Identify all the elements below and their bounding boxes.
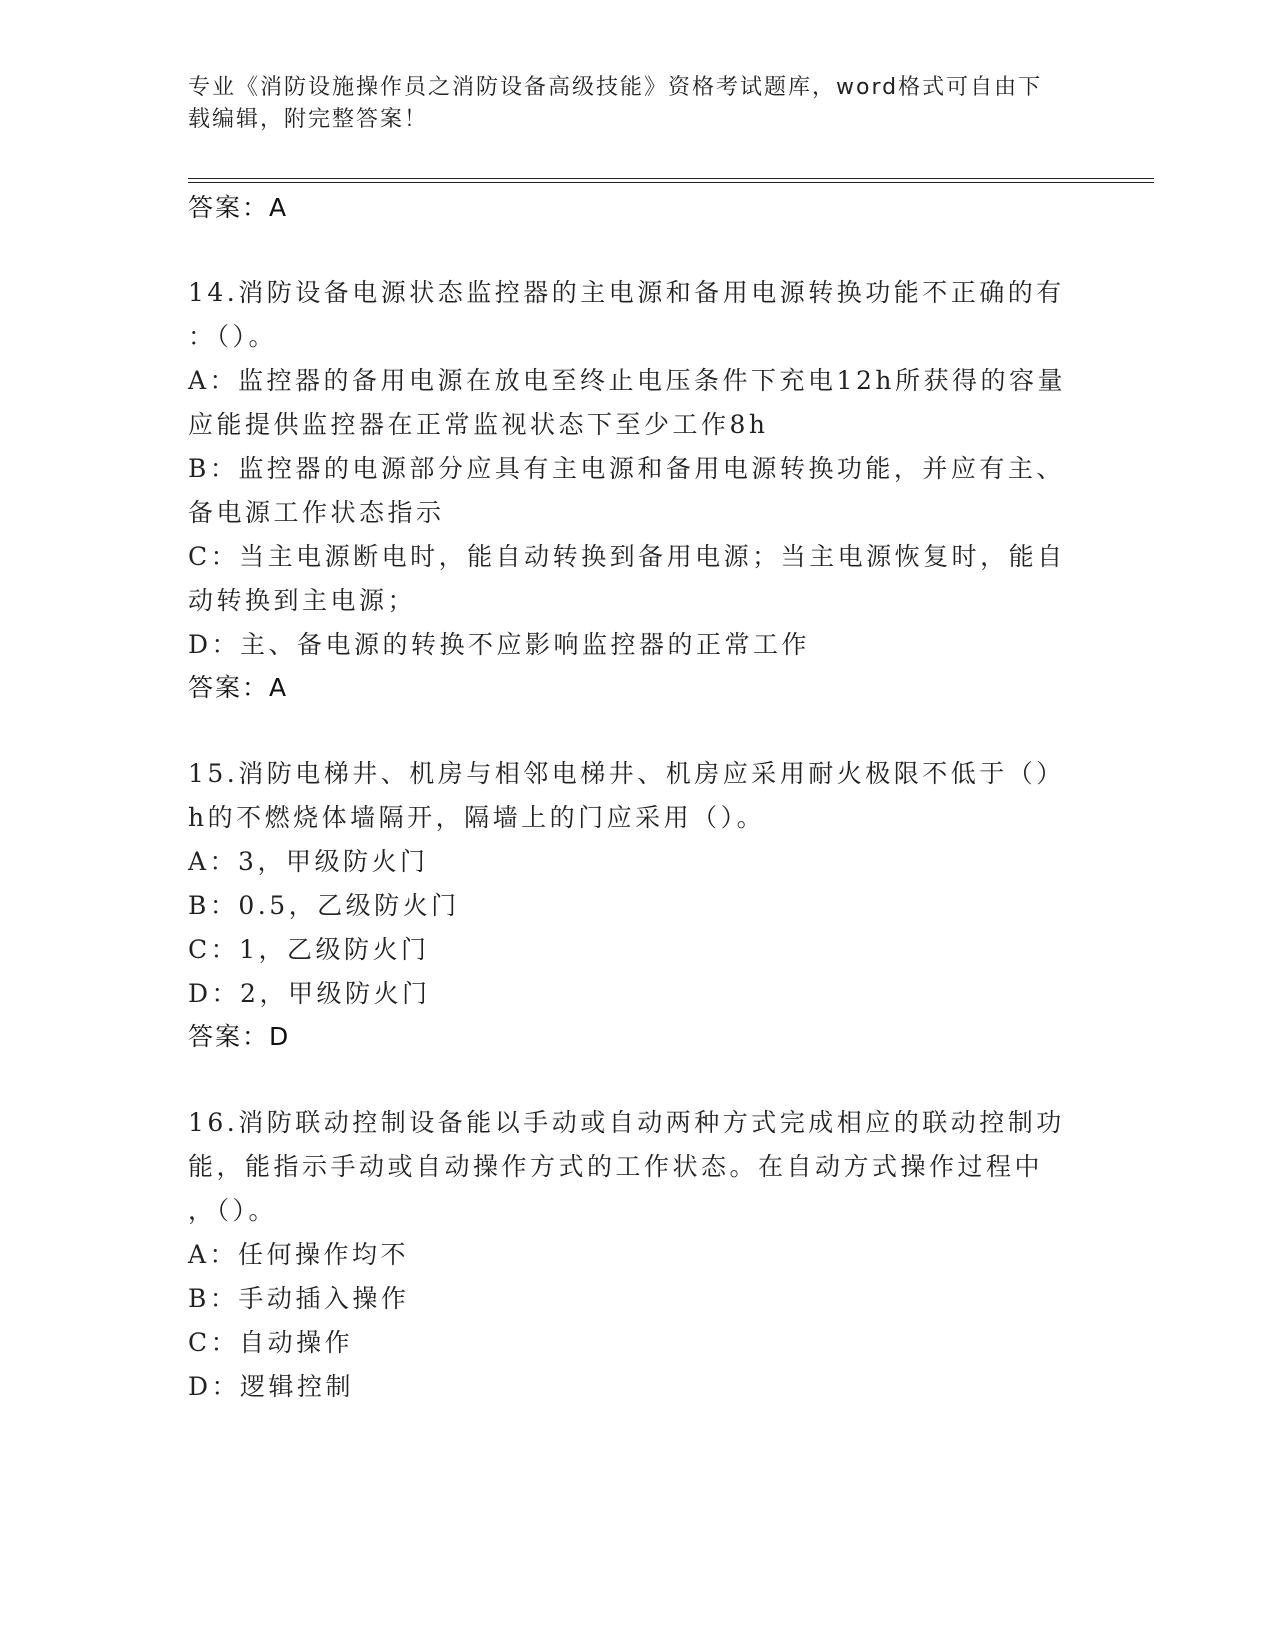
q14-option-a-line-1: A：监控器的备用电源在放电至终止电压条件下充电12h所获得的容量 — [188, 366, 1066, 395]
header-line-2: 载编辑，附完整答案！ — [188, 107, 429, 132]
answer-q15: 答案：D — [188, 1022, 291, 1051]
q16-stem-line-1: 16.消防联动控制设备能以手动或自动两种方式完成相应的联动控制功 — [188, 1108, 1065, 1137]
q15-option-a: A：3，甲级防火门 — [188, 847, 429, 876]
q14-stem-line-1: 14.消防设备电源状态监控器的主电源和备用电源转换功能不正确的有 — [188, 278, 1065, 307]
q15-option-d: D：2，甲级防火门 — [188, 979, 431, 1008]
q14-option-d: D：主、备电源的转换不应影响监控器的正常工作 — [188, 630, 811, 659]
q15-option-b: B：0.5，乙级防火门 — [188, 891, 460, 920]
q16-option-d: D：逻辑控制 — [188, 1372, 355, 1401]
q14-option-c-line-1: C：当主电源断电时，能自动转换到备用电源；当主电源恢复时，能自 — [188, 542, 1066, 571]
q16-stem-line-2: 能，能指示手动或自动操作方式的工作状态。在自动方式操作过程中 — [188, 1152, 1044, 1181]
document-header — [188, 72, 1088, 136]
header-divider-bottom — [188, 182, 1154, 183]
q16-option-b: B：手动插入操作 — [188, 1284, 410, 1313]
q14-option-c-line-2: 动转换到主电源； — [188, 586, 417, 615]
header-divider-top — [188, 178, 1154, 179]
q15-option-c: C：1，乙级防火门 — [188, 935, 430, 964]
q16-option-c: C：自动操作 — [188, 1328, 354, 1357]
answer-q13: 答案：A — [188, 193, 289, 222]
q15-stem-line-2: h的不燃烧体墙隔开，隔墙上的门应采用（）。 — [188, 803, 766, 832]
header-line-1: 专业《消防设施操作员之消防设备高级技能》资格考试题库，word格式可自由下 — [188, 75, 1043, 100]
q14-option-a-line-2: 应能提供监控器在正常监视状态下至少工作8h — [188, 410, 769, 439]
q16-stem-line-3: ，（）。 — [188, 1196, 278, 1225]
q16-option-a: A：任何操作均不 — [188, 1240, 410, 1269]
q15-stem-line-1: 15.消防电梯井、机房与相邻电梯井、机房应采用耐火极限不低于（） — [188, 759, 1065, 788]
answer-q14: 答案：A — [188, 673, 289, 702]
q14-stem-line-2: ：（）。 — [188, 322, 278, 351]
q14-option-b-line-2: 备电源工作状态指示 — [188, 498, 445, 527]
q14-option-b-line-1: B：监控器的电源部分应具有主电源和备用电源转换功能，并应有主、 — [188, 454, 1065, 483]
